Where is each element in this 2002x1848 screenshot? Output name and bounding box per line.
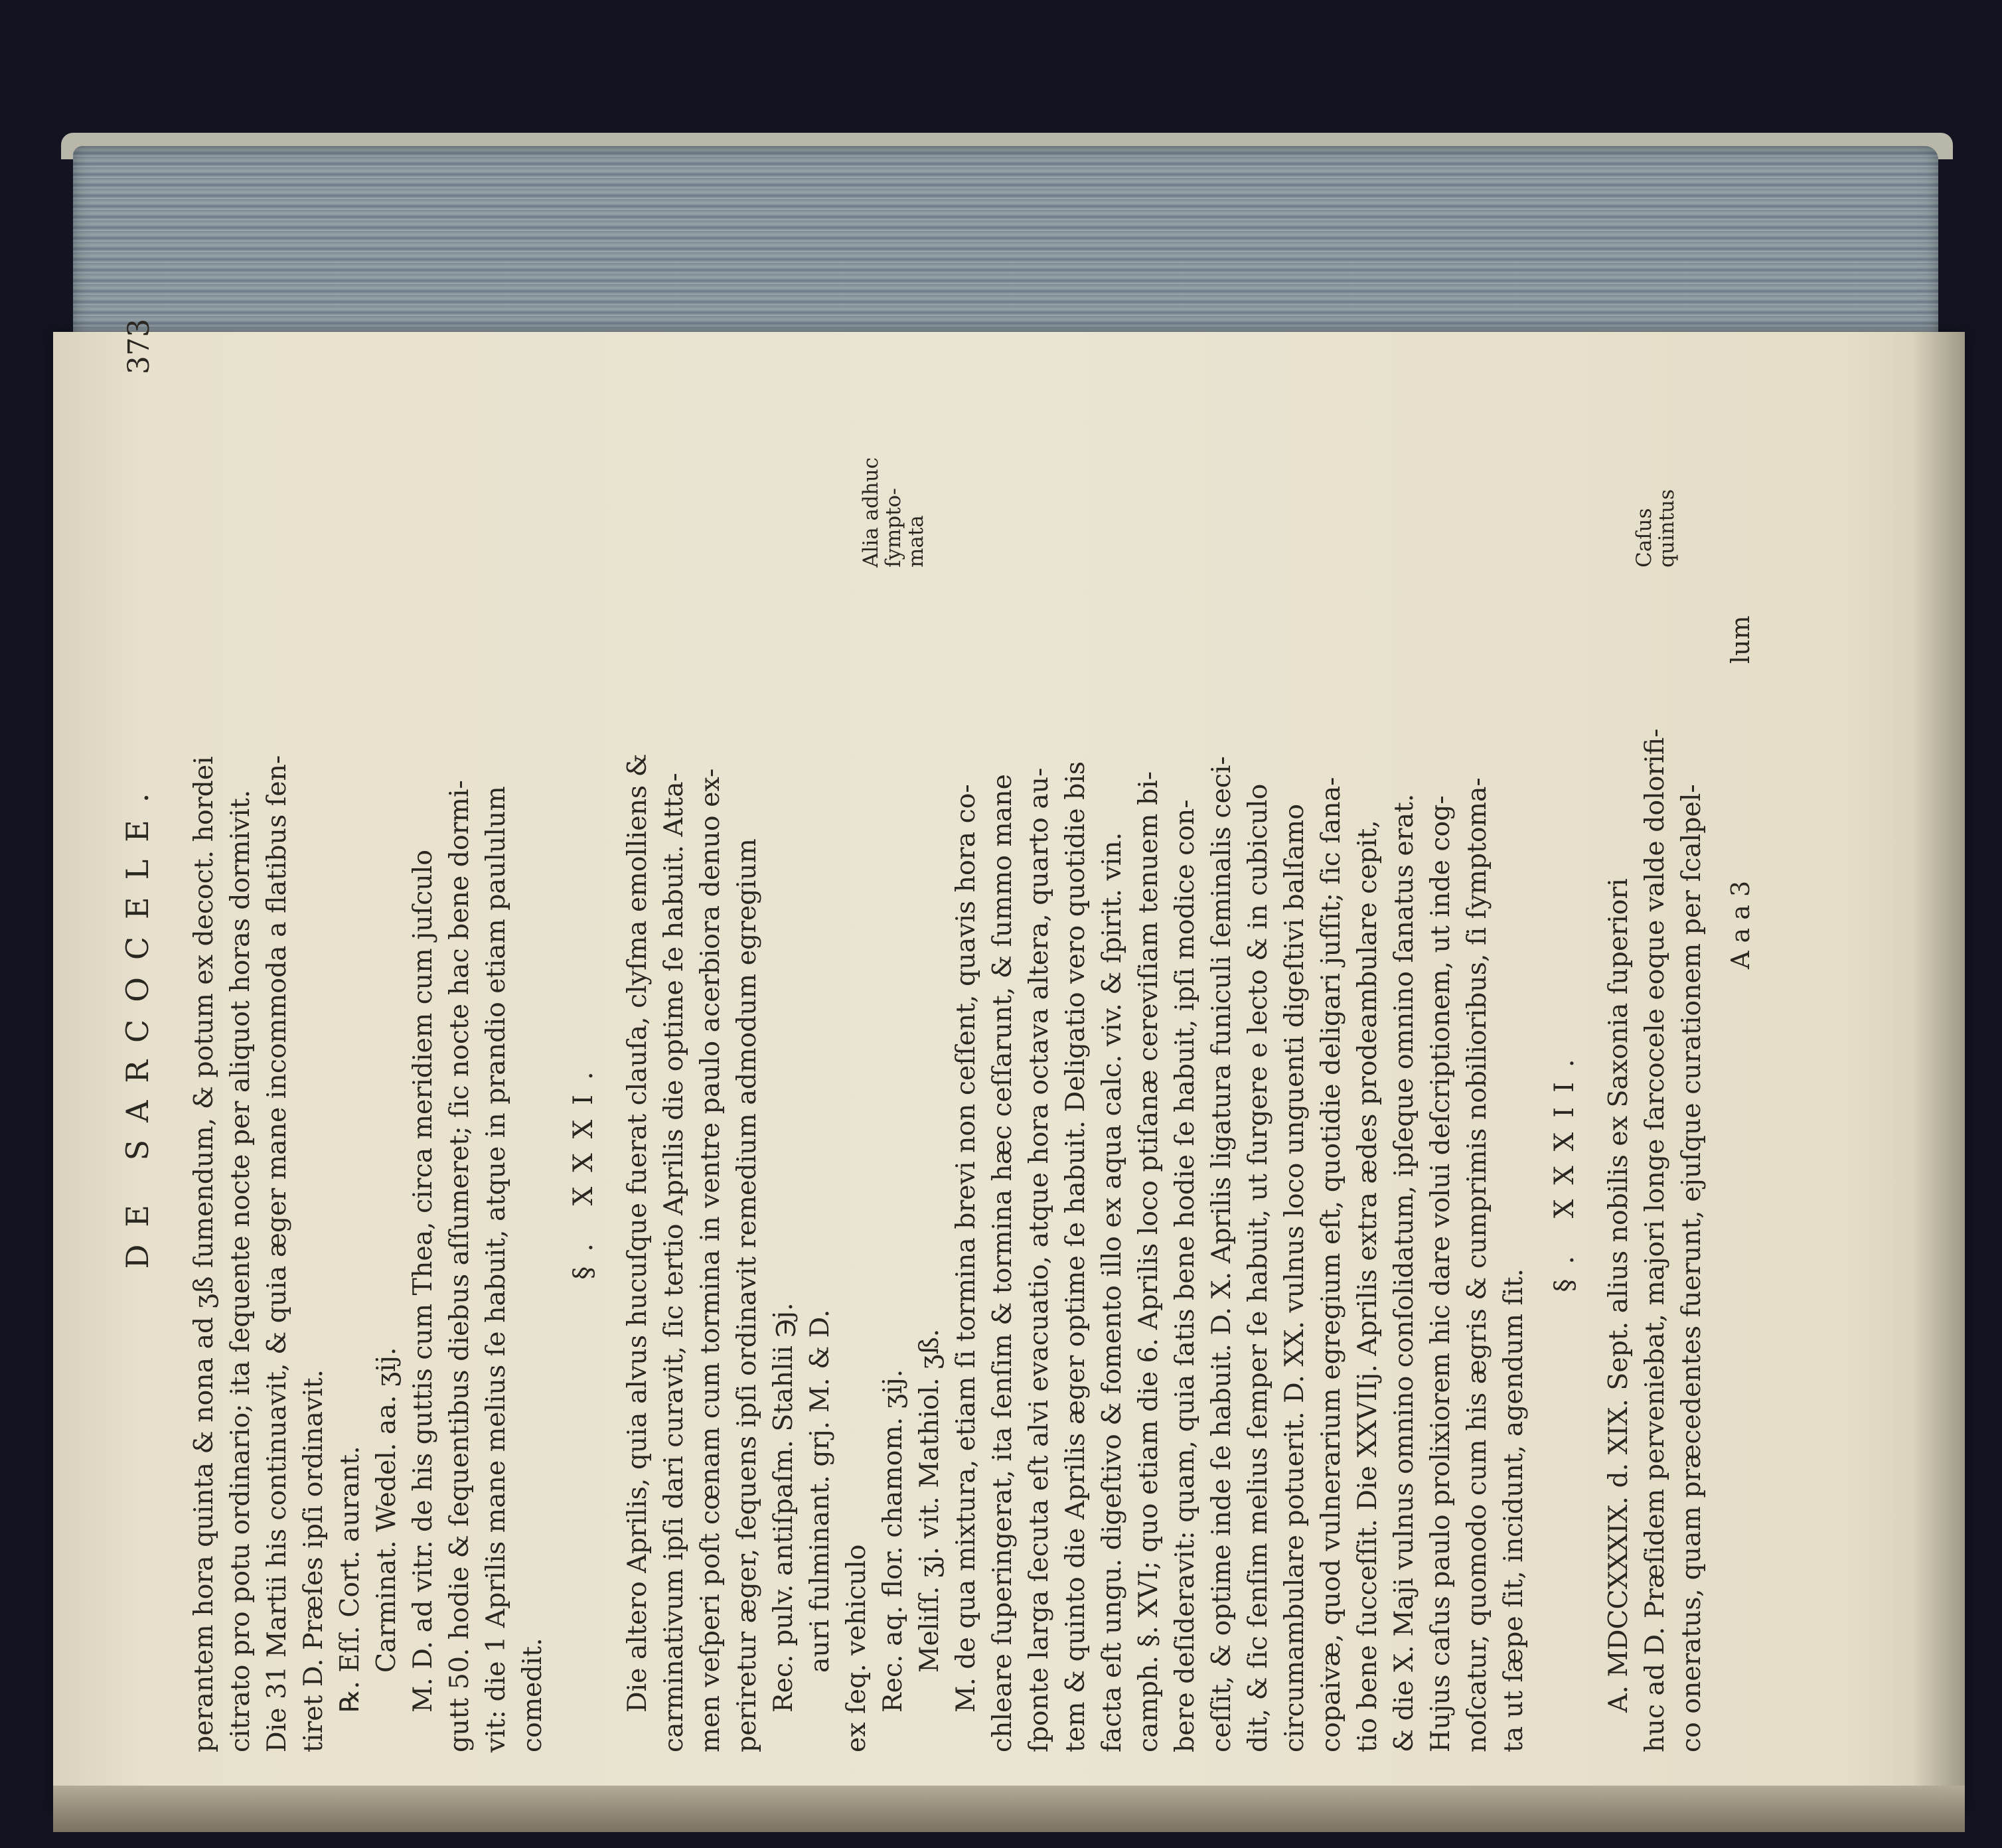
text-line: Die 31 Martii his continuavit, & quia æger mane incommoda a flatibus ſen- bbox=[262, 755, 292, 1752]
text-line: noſcatur, quomodo cum his ægris & cumprimis nobilioribus, ſi ſymptoma- bbox=[1462, 777, 1492, 1752]
text-line: periretur æger, ſequens ipſi ordinavit remedium admodum egregium bbox=[732, 838, 762, 1752]
page-number: 373 bbox=[122, 319, 156, 374]
recipe-1 bbox=[332, 584, 405, 1752]
text-line: comedit. bbox=[517, 1638, 548, 1752]
running-title: DE SARCOCELE. bbox=[119, 775, 155, 1269]
section-heading-31: §. XXXI. bbox=[568, 1057, 599, 1280]
text-line: bere deſideravit: quam, quia ſatis bene hodie ſe habuit, ipſi modice con- bbox=[1170, 799, 1200, 1752]
recipe-line: ℞. Eſſ. Cort. aurant. bbox=[335, 1446, 365, 1713]
recipe-2 bbox=[765, 584, 948, 1752]
text-line: co oneratus, quam præcedentes fuerunt, ejuſque curationem per ſcalpel- bbox=[1676, 784, 1707, 1752]
paragraph-4 bbox=[948, 584, 1532, 1752]
text-line: men veſperi poſt cœnam cum tormina in ventre paulo acerbiora denuo ex- bbox=[695, 768, 726, 1752]
text-line: copaivæ, quod vulnerarium egregium eſt, quotidie deligari juſſit; ſic ſana- bbox=[1316, 777, 1346, 1752]
paragraph-3 bbox=[619, 584, 765, 1752]
text-line: vit: die 1 Aprilis mane melius ſe habuit, atque in prandio etiam paululum bbox=[481, 786, 511, 1752]
recipe-line: auri fulminant. grj. M. & D. bbox=[805, 1309, 835, 1673]
text-line: circumambulare potuerit. D. XX. vulnus loco unguenti digeſtivi balſamo bbox=[1279, 804, 1310, 1752]
text-line: & die X. Maji vulnus omnino conſolidatum, ipſeque omnino ſanatus erat. bbox=[1389, 793, 1419, 1752]
paragraph-5 bbox=[1600, 584, 1710, 1752]
gutter-shadow bbox=[1912, 332, 1965, 1812]
paragraph-1 bbox=[186, 584, 332, 1752]
recipe-line: Meliſſ. ʒj. vit. Mathiol. ʒß. bbox=[914, 1328, 945, 1673]
text-line: tem & quinto die Aprilis æger optime ſe habuit. Deligatio vero quotidie bis bbox=[1060, 761, 1091, 1752]
margin-note-case: Caſus quintus bbox=[1632, 489, 1679, 568]
text-line: tio bene ſucceſſit. Die XXVIIj. Aprilis extra ædes prodeambulare cepit, bbox=[1352, 820, 1383, 1752]
text-line: chleare ſuperingerat, ita ſenſim & tormina hæc ceſſarunt, & ſummo mane bbox=[987, 774, 1018, 1752]
text-line: perantem hora quinta & nona ad ʒß ſumendum, & potum ex decoct. hordei bbox=[189, 756, 219, 1752]
page-header bbox=[119, 292, 173, 1752]
section-heading-32: §. XXXII. bbox=[1549, 1044, 1580, 1292]
text-line: ceſſit, & optime inde ſe habuit. D. X. Aprilis ligatura funiculi ſeminalis ceci- bbox=[1206, 756, 1237, 1752]
text-line: camph. §. XVI; quo etiam die 6. Aprilis loco ptiſanæ cereviſiam tenuem bi- bbox=[1133, 771, 1164, 1752]
text-page bbox=[119, 292, 1779, 1752]
text-line: M. D. ad vitr. de his guttis cum Thea, circa meridiem cum juſculo bbox=[408, 849, 438, 1713]
text-line: huc ad D. Præſidem perveniebat, majori longe ſarcocele eoque valde dolorifi- bbox=[1640, 728, 1670, 1752]
text-line: carminativum ipſi dari curavit, ſic tertio Aprilis die optime ſe habuit. Atta- bbox=[658, 773, 689, 1752]
signature-mark: A a a 3 bbox=[1726, 880, 1755, 969]
text-line: tiret D. Præſes ipſi ordinavit. bbox=[298, 1369, 329, 1752]
text-line: Die altero Aprilis, quia alvus hucuſque fuerat clauſa, clyſma emolliens & bbox=[622, 753, 653, 1713]
catchword: lum bbox=[1726, 615, 1755, 664]
recipe-line: ex ſeq. vehiculo bbox=[841, 1544, 872, 1752]
page-body bbox=[186, 584, 1710, 1752]
recipe-line: Rec. aq. flor. chamom. ʒij. bbox=[878, 1369, 908, 1713]
text-line: M. de qua mixtura, etiam ſi tormina brevi non ceſſent, quavis hora co- bbox=[951, 784, 981, 1713]
text-line: gutt 50. hodie & ſequentibus diebus aſſumeret; ſic nocte hac bene dormi- bbox=[444, 780, 475, 1752]
recipe-line: Rec. pulv. antiſpaſm. Stahlii ℈j. bbox=[768, 1302, 799, 1713]
recipe-line: Carminat. Wedel. aa. ʒij. bbox=[371, 1347, 402, 1673]
text-line: A. MDCCXXXIX. d. XIX. Sept. alius nobilis ex Saxonia ſuperiori bbox=[1603, 878, 1634, 1713]
text-line: ſponte larga ſecuta eſt alvi evacuatio, atque hora octava altera, quarto au- bbox=[1024, 767, 1054, 1752]
text-line: facta eſt ungu. digeſtivo & fomento illo ex aqua calc. viv. & ſpirit. vin. bbox=[1097, 832, 1127, 1752]
text-line: Hujus caſus paulo prolixiorem hic dare volui deſcriptionem, ut inde cog- bbox=[1425, 795, 1456, 1752]
binding-edge bbox=[53, 1786, 1965, 1832]
text-line: dit, & ſic ſenſim melius ſemper ſe habuit, ut ſurgere e lecto & in cubiculo bbox=[1243, 783, 1273, 1752]
text-line: citrato pro potu ordinario; ita ſequente nocte per aliquot horas dormivit. bbox=[225, 789, 256, 1752]
paragraph-2 bbox=[405, 584, 551, 1752]
text-line: ta ut ſæpe ſit, incidunt, agendum ſit. bbox=[1498, 1268, 1529, 1752]
margin-note-symptoms: Alia adhuc ſympto- mata bbox=[859, 457, 928, 568]
